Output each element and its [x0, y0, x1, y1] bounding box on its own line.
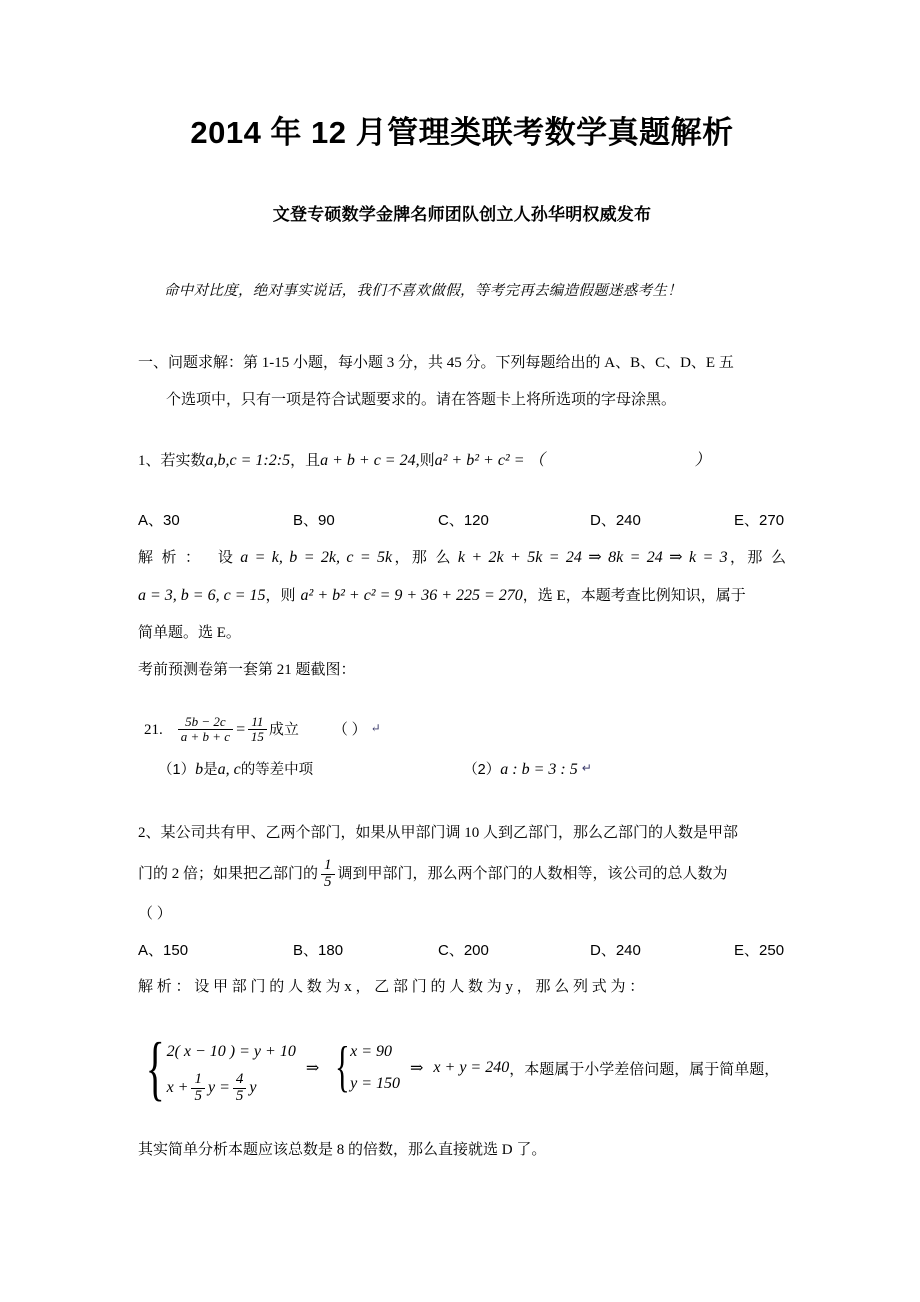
result-rows: [350, 1036, 400, 1100]
screenshot-fraction-right: [248, 715, 267, 744]
option-d-q2-value: 240: [615, 942, 641, 960]
option-a-q2-label: A、: [138, 942, 164, 960]
option-e-q2[interactable]: [734, 933, 784, 969]
left-brace-icon: {: [145, 1028, 165, 1109]
option-c-q2[interactable]: [438, 933, 489, 969]
question-1-then: 则: [419, 453, 435, 470]
q1-sol-text-3: ，则: [265, 588, 296, 605]
equation-row-2-fraction-1-numerator: 1: [194, 1070, 202, 1087]
page-title: 2014 年 12 月管理类联考数学真题解析: [190, 115, 734, 150]
option-d-q2-label: D、: [590, 942, 616, 960]
equation-row-2-mid: y =: [207, 1078, 230, 1096]
question-2-equation-system: [138, 1006, 786, 1116]
section-instructions-line2: 个选项中，只有一项是符合试题要求的。请在答题卡上将所选项的字母涂黑。: [166, 392, 677, 409]
option-c-q2-label: C、: [438, 942, 464, 960]
question-2-text-2a: 门的 2 倍；如果把乙部门的: [138, 866, 319, 883]
screenshot-condition-1-var: b: [195, 761, 204, 779]
embedded-screenshot: [138, 699, 704, 789]
result-row-1: x = 90: [350, 1043, 393, 1061]
screenshot-problem-line: [144, 705, 704, 753]
option-b-value: 90: [318, 512, 335, 530]
screenshot-condition-2-label: （2）: [463, 762, 501, 779]
option-a-value: 30: [163, 512, 180, 530]
option-e-label: E、: [734, 512, 760, 530]
screenshot-conditions-line: [144, 753, 704, 785]
question-1-number: 1、: [138, 453, 161, 470]
question-1-paren-close: ）: [694, 452, 711, 470]
document-body: [138, 0, 786, 1169]
result-sum: x + y = 240: [433, 1059, 510, 1077]
question-1-conj: ，且: [290, 453, 321, 470]
q1-sol-text-4: ，选 E，本题考查比例知识，属于: [522, 588, 746, 605]
question-1-stem-lead: 若实数: [160, 453, 206, 470]
screenshot-condition-1-is: 是: [203, 762, 218, 779]
screenshot-condition-1-vars: a, c: [217, 761, 241, 779]
question-2-stem-line-3: （ ）: [138, 906, 172, 923]
q1-sol-math-3: a = 3, b = 6, c = 15: [138, 587, 266, 605]
question-2-solution-line: 解 析 ： 设 甲 部 门 的 人 数 为 x ， 乙 部 门 的 人 数 为 y ， 那 么 列 式 为 ：: [138, 979, 645, 996]
equation-rows: [167, 1032, 296, 1105]
screenshot-holds-text: 成立: [268, 722, 299, 739]
equation-row-2-fraction-2-denominator: 5: [233, 1088, 247, 1105]
screenshot-answer-paren: （ ）: [332, 722, 367, 739]
option-a-label: A、: [138, 512, 164, 530]
option-d-label: D、: [590, 512, 616, 530]
question-1-solution-line-2: [138, 577, 786, 615]
solution-label: 解 析 ：: [138, 550, 203, 567]
screenshot-condition-1-tail: 的等差中项: [240, 762, 314, 779]
question-1-math-sum: a + b + c = 24,: [320, 452, 420, 470]
question-1-solution-line-3: 简单题。选 E。: [138, 625, 241, 642]
question-2-fraction-denominator: 5: [321, 874, 335, 891]
option-b-q2[interactable]: [293, 933, 343, 969]
q1-sol-text-2: ，那 么: [727, 550, 786, 567]
option-a-q2-value: 150: [163, 942, 189, 960]
pilcrow-icon-2: ↵: [581, 761, 592, 776]
question-2-stem-line-1: [138, 789, 786, 852]
equation-row-2-fraction-2: [233, 1072, 247, 1105]
question-2-options: [138, 933, 786, 969]
option-a[interactable]: [138, 503, 180, 539]
left-brace-icon-2: {: [335, 1036, 351, 1099]
question-2-text-2b: 调到甲部门，那么两个部门的人数相等，该公司的总人数为: [337, 866, 728, 883]
document-subtitle: 文登专硕数学金牌名师团队创立人孙华明权威发布: [272, 205, 652, 225]
screenshot-problem-number: 21.: [144, 722, 163, 739]
screenshot-condition-2-text: a : b = 3 : 5: [500, 761, 578, 779]
equation-row-2-lead: x +: [166, 1078, 189, 1096]
option-b-q2-label: B、: [293, 942, 319, 960]
question-2-number: 2、: [138, 825, 161, 842]
option-c-label: C、: [438, 512, 464, 530]
question-2-fraction: [321, 858, 335, 891]
equation-row-2-fraction-1-denominator: 5: [191, 1088, 205, 1105]
q1-sol-math-2: k + 2k + 5k = 24 ⇒ 8k = 24 ⇒ k = 3: [457, 549, 728, 567]
question-1-screenshot-caption: 考前预测卷第一套第 21 题截图：: [138, 662, 356, 679]
question-1-math-ratio: a,b,c = 1:2:5: [205, 452, 291, 470]
q1-sol-set: 设: [215, 550, 236, 567]
equation-row-2-fraction-2-numerator: 4: [235, 1070, 244, 1087]
option-e-q2-value: 250: [759, 942, 785, 960]
screenshot-fraction-right-denominator: 15: [248, 729, 267, 744]
implies-arrow-2: ⇒: [410, 1060, 424, 1078]
option-d-value: 240: [615, 512, 641, 530]
implies-arrow-1: ⇒: [305, 1060, 320, 1078]
option-d[interactable]: [590, 503, 641, 539]
screenshot-equals: =: [235, 721, 246, 739]
question-2-final-line: 其实简单分析本题应该总数是 8 的倍数，那么直接就选 D 了。: [138, 1142, 547, 1159]
option-a-q2[interactable]: [138, 933, 188, 969]
screenshot-fraction-left-denominator: a + b + c: [178, 729, 233, 744]
question-1-stem: [138, 434, 786, 479]
option-c-q2-value: 200: [463, 942, 489, 960]
q1-sol-math-1: a = k, b = 2k, c = 5k: [240, 549, 393, 567]
option-b-label: B、: [293, 512, 319, 530]
option-e-value: 270: [759, 512, 785, 530]
q1-sol-text-1: ，那 么: [392, 550, 453, 567]
section-instructions-line1: 一、问题求解：第 1-15 小题，每小题 3 分，共 45 分。下列每题给出的 A、B、C、D、E 五: [138, 355, 734, 372]
question-2-text-1: 某公司共有甲、乙两个部门，如果从甲部门调 10 人到乙部门，那么乙部门的人数是甲部: [160, 825, 739, 842]
option-e-q2-label: E、: [734, 942, 760, 960]
option-d-q2[interactable]: [590, 933, 641, 969]
screenshot-condition-1-label: （1）: [158, 762, 196, 779]
pilcrow-icon: ↵: [370, 721, 381, 736]
screenshot-fraction-right-numerator: 11: [251, 714, 264, 730]
option-b-q2-value: 180: [318, 942, 344, 960]
question-2-fraction-numerator: 1: [324, 857, 332, 873]
question-2-solution-tail: ，本题属于小学差倍问题，属于简单题，: [509, 1061, 780, 1078]
question-2-stem-line-2: [138, 852, 786, 896]
result-row-2: y = 150: [350, 1075, 401, 1093]
equation-row-1: 2( x − 10 ) = y + 10: [166, 1042, 296, 1060]
option-b[interactable]: [293, 503, 335, 539]
q1-sol-math-4: a² + b² + c² = 9 + 36 + 225 = 270: [300, 587, 523, 605]
equation-row-2: [167, 1072, 296, 1105]
section-instructions: [138, 300, 786, 419]
document-tagline: 命中对比度，绝对事实说话，我们不喜欢做假，等考完再去编造假题迷惑考生！: [164, 283, 682, 300]
screenshot-fraction-left-numerator: 5b − 2c: [185, 714, 226, 730]
screenshot-fraction-left: [178, 715, 233, 744]
option-c[interactable]: [438, 503, 489, 539]
question-1-solution-line-1: [138, 539, 786, 577]
equation-row-2-tail: y: [249, 1078, 257, 1096]
equation-row-2-fraction-1: [191, 1072, 205, 1105]
option-e[interactable]: [734, 503, 784, 539]
question-1-options: [138, 494, 786, 539]
question-1-math-expr: a² + b² + c² = （: [434, 452, 545, 470]
option-c-value: 120: [463, 512, 489, 530]
